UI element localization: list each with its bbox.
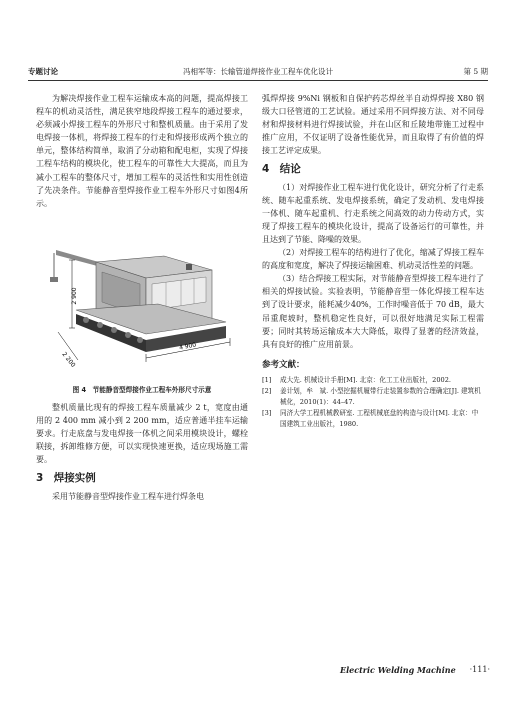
- body-paragraph: 整机质量比现有的焊接工程车质量减少 2 t，宽度由通用的 2 400 mm 减小到 2 200 mm，适应普通半挂车运输要求。行走底盘与发电焊接一体机之间采用模块设计，螺栓联接，拆卸维修方便，可以实现快速更换，适应现场施工需要。: [36, 402, 248, 465]
- body-paragraph: 弧焊焊接 9%Ni 钢板和自保护药芯焊丝半自动焊焊接 X80 钢级大口径管道的工艺试验。通过采用不同焊接方法、对不同母材和焊接材料进行焊接试验，并在山区和丘陵地带施工过程中推广应用，不仅证明了设备性能优异，而且取得了有价值的焊接工艺评定成果。: [262, 94, 484, 156]
- reference-text: 姜计划，牟 斌. 小型挖掘机履带行走装置参数的合理确定[J]. 建筑机械化，2010(1)：44–47.: [280, 386, 481, 406]
- page-number: ·111·: [469, 665, 490, 674]
- left-column: [36, 92, 248, 503]
- reference-text: 成大先. 机械设计手册[M]. 北京：化工工业出版社，2002.: [280, 375, 452, 384]
- references-heading: 参考文献：: [262, 359, 305, 370]
- running-header: [28, 66, 488, 80]
- conclusion-item: （1）对焊接作业工程车进行优化设计，研究分析了行走系统、随车起重系统、发电焊接系统，确定了发动机、发电焊接一体机、随车起重机、行走系统之间高效的动力传动方式，实现了焊接工程车的模块化设计，提高了设备运行的可靠性，并且达到了节能、降噪的效果。: [262, 182, 484, 244]
- reference-text: 同济大学工程机械教研室. 工程机械底盘的构造与设计[M]. 北京：中国建筑工业出版社，1980.: [280, 408, 479, 428]
- dimension-length: 4 900: [178, 341, 197, 352]
- reference-item: [262, 386, 484, 408]
- figure-caption: 图 4 节能静音型焊接作业工程车外形尺寸示意: [72, 385, 212, 394]
- body-paragraph: 为解决焊接作业工程车运输成本高的问题，提高焊接工程车的机动灵活性，满足狭窄地段焊接工程车的通过要求，必须减小焊接工程车的外形尺寸和整机质量。由于采用了发电焊接一体机，将焊接工程车的行走和焊接形成两个独立的单元，整体结构简单，取消了分动箱和配电柜，实现了焊接工程车结构的模块化，使工程车的可靠性大大提高，而且为减小工程车的整体尺寸，增加工程车的灵活性和实用性创造了先决条件。节能静音型焊接作业工程车外形尺寸如图4所示。: [36, 94, 248, 208]
- issue-number: 第 5 期: [463, 67, 488, 76]
- section-tag: 专题讨论: [28, 67, 58, 76]
- header-rule: [28, 80, 488, 81]
- dimension-width: 2 200: [60, 350, 77, 369]
- page-footer: [340, 665, 490, 679]
- right-column: [262, 92, 484, 430]
- reference-item: [262, 408, 484, 430]
- reference-item: [262, 375, 484, 386]
- running-title: 冯相军等：长输管道焊接作业工程车优化设计: [183, 67, 333, 76]
- reference-number: [1]: [262, 375, 272, 384]
- dimension-height: 2 900: [71, 287, 78, 305]
- vehicle-dimension-illustration: [36, 220, 248, 380]
- body-paragraph: 采用节能静音型焊接作业工程车进行焊条电: [52, 491, 204, 501]
- conclusion-item: （3）结合焊接工程实际，对节能静音型焊接工程车进行了相关的焊接试验。实验表明，节能静音型一体化焊接工程车达到了设计要求，能耗减少40%，工作时噪音低于 70 dB，最大吊重爬坡时，整机稳定性良好，可以很好地满足实际工程需要；同时其转场运输成本大大降低，取得了显著的经济效益，具有良好的推广应用前景。: [262, 274, 484, 349]
- section-heading: 3 焊接实例: [36, 472, 96, 485]
- conclusion-item: （2）对焊接工程车的结构进行了优化，缩减了焊接工程车的高度和宽度，解决了焊接运输困难、机动灵活性差的问题。: [262, 248, 484, 271]
- figure-4: [36, 220, 248, 380]
- reference-number: [3]: [262, 408, 272, 417]
- section-heading: 4 结论: [262, 163, 301, 176]
- journal-name: Electric Welding Machine: [340, 665, 456, 675]
- reference-number: [2]: [262, 386, 272, 395]
